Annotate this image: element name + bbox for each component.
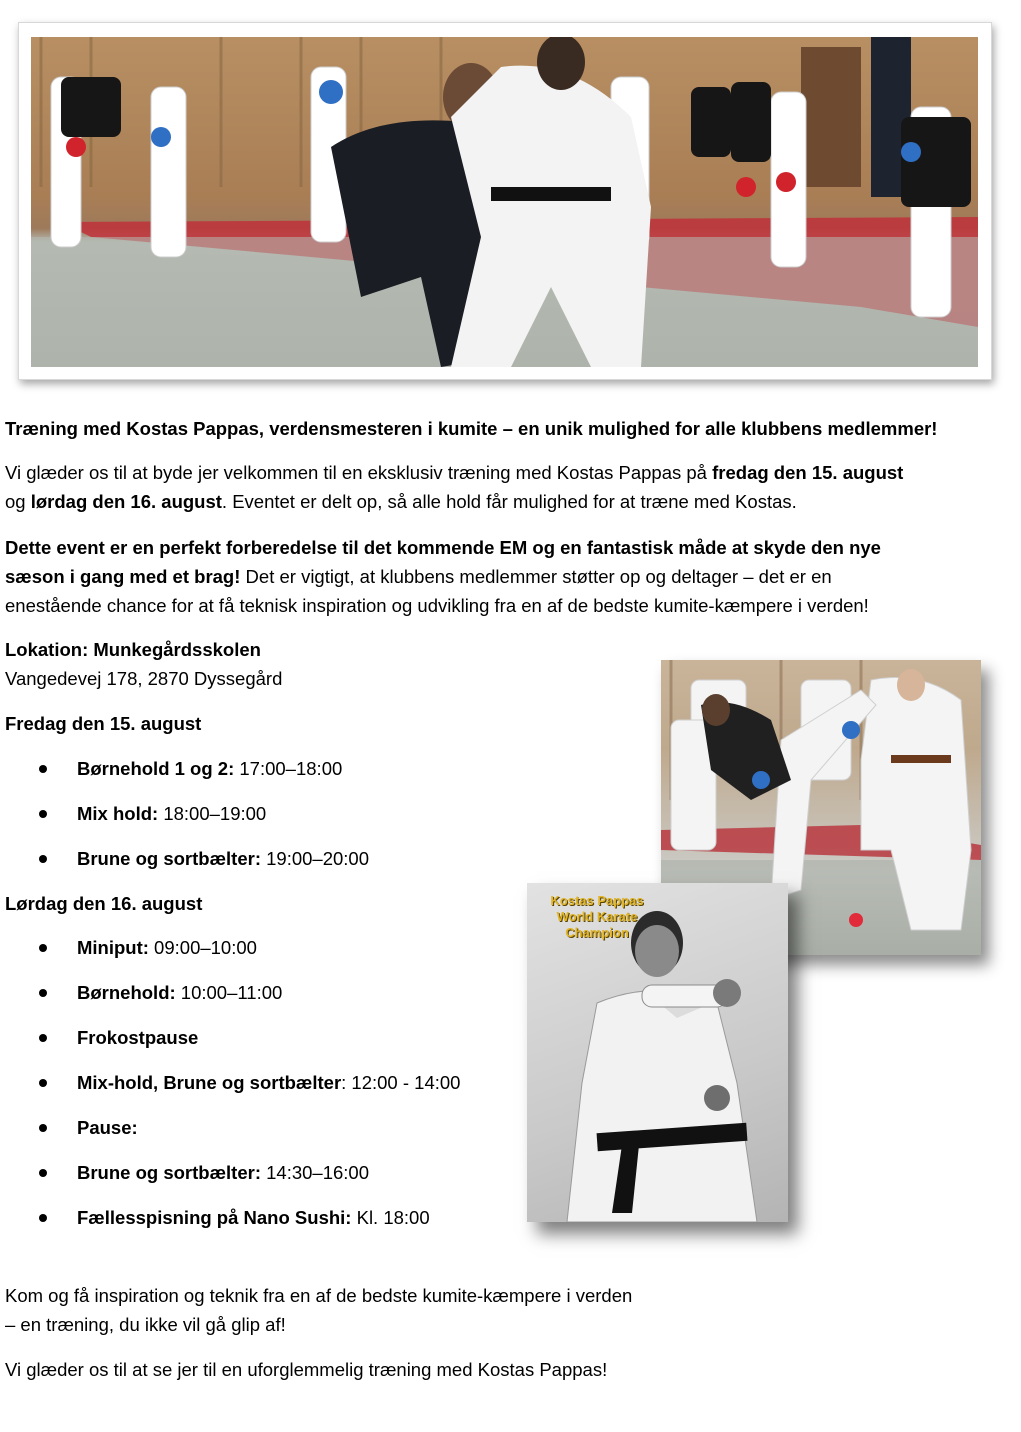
bullet-icon (39, 1214, 47, 1222)
caption-line: Kostas Pappas (550, 893, 644, 908)
hero-photo-training-group (31, 37, 978, 367)
intro-text-3: . Eventet er delt op, så alle hold får mulighed for at træne med Kostas. (221, 491, 797, 512)
saturday-schedule-list (0, 933, 460, 1248)
bullet-icon (39, 1079, 47, 1087)
schedule-label: Frokostpause (77, 1027, 199, 1048)
hero-photo-frame (18, 22, 992, 380)
list-item (0, 799, 369, 844)
schedule-time: 10:00–11:00 (175, 982, 283, 1003)
schedule-time: 18:00–19:00 (158, 803, 267, 824)
champion-portrait-photo (527, 883, 788, 1222)
schedule-label: Miniput: (77, 937, 149, 958)
intro-paragraph (5, 458, 903, 516)
schedule-label: Børnehold 1 og 2: (77, 758, 235, 779)
schedule-time: Kl. 18:00 (351, 1207, 430, 1228)
bullet-icon (39, 765, 47, 773)
list-item (0, 1158, 460, 1203)
list-item (0, 1023, 460, 1068)
caption-line: Champion (565, 925, 629, 940)
schedule-time: 17:00–18:00 (234, 758, 343, 779)
bullet-icon (39, 1124, 47, 1132)
event-bold-line-1: Dette event er en perfekt forberedelse til det kommende EM og en fantastisk måde at skyde den nye (5, 537, 881, 558)
location-label: Lokation: Munkegårdsskolen (5, 639, 261, 660)
event-bold-line-2: sæson i gang med et brag! (5, 566, 241, 587)
bullet-icon (39, 1034, 47, 1042)
bullet-icon (39, 989, 47, 997)
schedule-time: 19:00–20:00 (260, 848, 370, 869)
saturday-heading: Lørdag den 16. august (5, 893, 203, 914)
list-item (0, 844, 369, 889)
main-heading: Træning med Kostas Pappas, verdensmesteren i kumite – en unik mulighed for alle klubbens medlemmer! (5, 418, 938, 439)
event-text-line-2: Det er vigtigt, at klubbens medlemmer støtter op og deltager – det er en (240, 566, 832, 587)
schedule-label: Brune og sortbælter: (77, 848, 261, 869)
schedule-time: : 12:00 - 14:00 (341, 1072, 461, 1093)
event-text-line-3: enestående chance for at få teknisk inspiration og udvikling fra en af de bedste kumite-kæmpere i verden! (5, 595, 869, 616)
schedule-label: Pause: (77, 1117, 138, 1138)
list-item (0, 754, 369, 799)
location-address: Vangedevej 178, 2870 Dyssegård (5, 668, 283, 689)
list-item (0, 978, 460, 1023)
hero-photo-illustration (31, 37, 978, 367)
schedule-time: 09:00–10:00 (148, 937, 257, 958)
intro-date-friday: fredag den 15. august (712, 462, 904, 483)
schedule-label: Mix-hold, Brune og sortbælter (77, 1072, 342, 1093)
friday-schedule-list (0, 754, 369, 889)
schedule-label: Mix hold: (77, 803, 159, 824)
intro-date-saturday: lørdag den 16. august (30, 491, 222, 512)
schedule-label: Brune og sortbælter: (77, 1162, 261, 1183)
intro-text-2: og (5, 491, 31, 512)
closing-line-2: – en træning, du ikke vil gå glip af! (5, 1314, 286, 1335)
closing-line-1: Kom og få inspiration og teknik fra en af de bedste kumite-kæmpere i verden (5, 1285, 633, 1306)
event-paragraph (5, 533, 881, 620)
portrait-caption (527, 893, 667, 941)
list-item (0, 1068, 460, 1113)
list-item (0, 1203, 460, 1248)
bullet-icon (39, 810, 47, 818)
schedule-label: Børnehold: (77, 982, 176, 1003)
list-item (0, 1113, 460, 1158)
bullet-icon (39, 1169, 47, 1177)
caption-line: World Karate (556, 909, 638, 924)
closing-final-line: Vi glæder os til at se jer til en uforglemmelig træning med Kostas Pappas! (5, 1359, 608, 1380)
bullet-icon (39, 855, 47, 863)
friday-heading: Fredag den 15. august (5, 713, 202, 734)
bullet-icon (39, 944, 47, 952)
closing-paragraph (5, 1281, 632, 1339)
schedule-time: 14:30–16:00 (260, 1162, 370, 1183)
location-block (5, 635, 282, 693)
intro-text-1: Vi glæder os til at byde jer velkommen til en eksklusiv træning med Kostas Pappas på (5, 462, 713, 483)
schedule-label: Fællesspisning på Nano Sushi: (77, 1207, 352, 1228)
list-item (0, 933, 460, 978)
